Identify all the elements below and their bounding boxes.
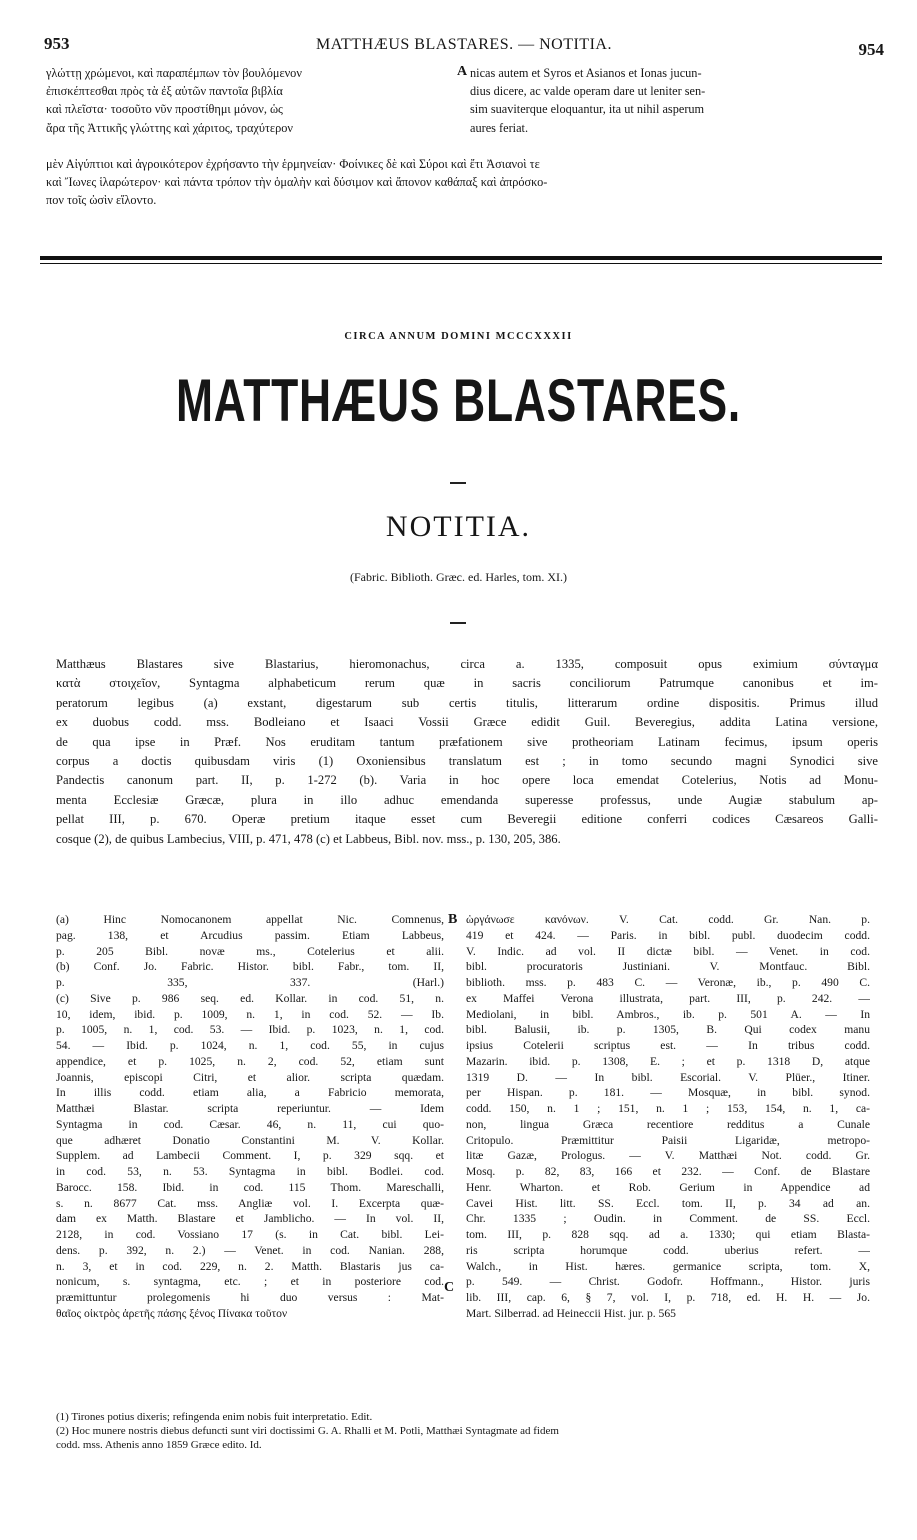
top-greek-full-width xyxy=(46,155,884,210)
footnote-line: tom. III, p. 828 sqq. ad a. 1330; qui etiam Blasta- xyxy=(466,1228,870,1241)
footnote-line: non, lingua Græca recentiore redditus a Cunale xyxy=(466,1117,870,1131)
circa-date: CIRCA ANNUM DOMINI MCCCXXXII xyxy=(344,331,573,342)
text-line: aures feriat. xyxy=(470,120,529,135)
text-line: sim suaviterque eloquantur, ita ut nihil asperum xyxy=(470,102,705,117)
footnote-line: bibl. Balusii, ib. p. 1305, B. Qui codex manu xyxy=(466,1023,870,1037)
footnote-line: Chr. 1335 ; Oudin. in Comment. de SS. Eccl. xyxy=(466,1212,870,1226)
text-line: dius dicere, ac valde operam dare ut leniter sen- xyxy=(470,84,706,99)
footnote-line: dam ex Matth. Blastare et Jamblicho. — In vol. II, xyxy=(56,1212,444,1226)
footnote-line: V. Indic. ad vol. II dictæ bibl. — Venet. in cod. xyxy=(466,944,870,958)
footnote-line: p. 549. — Christ. Godofr. Hoffmann., Histor. juris xyxy=(466,1275,870,1289)
main-paragraph xyxy=(56,655,878,849)
text-line: γλώττῃ χρώμενοι, καὶ παραπέμπων τὸν βουλόμενον xyxy=(46,66,302,80)
footnote-line: Mart. Silberrad. ad Heineccii Hist. jur. p. 565 xyxy=(466,1306,676,1320)
footnote-line: nonicum, s. syntagma, etc. ; et in posteriore cod. xyxy=(56,1275,444,1289)
paragraph-line: κατὰ στοιχεῖον, Syntagma alphabeticum rerum quæ in sacris conciliorum Patrumque canonibus et im- xyxy=(56,676,878,691)
footnote-line: 419 et 424. — Paris. in bibl. publ. duodecim codd. xyxy=(466,928,870,942)
footnote-line: θαῖος οἰκτρὸς ἀρετῆς πάσης ξένος Πίνακα τοῦτον xyxy=(56,1306,288,1320)
margin-marker-a: A xyxy=(457,64,468,79)
footnote-line: Cavei Hist. litt. SS. Eccl. tom. II, p. 34 ad an. xyxy=(466,1196,870,1210)
paragraph-line: pellat III, p. 670. Operæ pretium itaque esset cum Beveregii editione conferri codices Cæsareos Galli- xyxy=(56,812,878,827)
footnote-line: per Hispan. p. 181. — Mosquæ, in bibl. synod. xyxy=(466,1086,870,1100)
footnote-line: s. n. 8677 Cat. mss. Angliæ vol. I. Excerpta quæ- xyxy=(56,1196,444,1210)
paragraph-line: Matthæus Blastares sive Blastarius, hieromonachus, circa a. 1335, composuit opus eximium σύνταγμα xyxy=(56,657,878,671)
footnote-line: 10, idem, ibid. p. 1009, n. 1, in cod. 52. — Ib. xyxy=(56,1007,444,1021)
footnotes-right-column xyxy=(466,912,870,1322)
footnote-line: In illis codd. etiam alia, a Fabricio memorata, xyxy=(56,1086,444,1100)
footnote-line: dens. p. 392, n. 2.) — Venet. in cod. Nanian. 288, xyxy=(56,1243,444,1257)
footnote-line: n. 3, et in cod. 229, n. 2. Matth. Blastaris jus ca- xyxy=(56,1259,444,1273)
text-line: nicas autem et Syros et Asianos et Ionas jucun- xyxy=(470,66,702,80)
footnote-line: Critopulo. Præmittitur Paisii Ligaridæ, metropo- xyxy=(466,1133,870,1147)
section-divider-thin xyxy=(40,263,882,264)
paragraph-line: cosque (2), de quibus Lambecius, VIII, p. 471, 478 (c) et Labbeus, Bibl. nov. mss., p. 130, 205, 386. xyxy=(56,831,561,846)
running-title: MATTHÆUS BLASTARES. — NOTITIA. xyxy=(316,36,612,53)
footnote-line: bibl. procuratoris Justiniani. V. Montfauc. Bibl. xyxy=(466,960,870,974)
citation-dash xyxy=(450,622,466,624)
text-line: μὲν Αἰγύπτιοι καὶ ἀγροικότερον ἐχρήσαντο τὴν ἑρμηνείαν· Φοίνικες δὲ καὶ Σύροι καὶ ἔτι Ἀσιανοὶ τε xyxy=(46,157,540,171)
footnote-line: appendice, et p. 1025, n. 2, cod. 52, etiam sunt xyxy=(56,1054,444,1068)
footnote-line: p. 205 Bibl. novæ ms., Cotelerius et alii. xyxy=(56,944,444,958)
footnote-line: Joannis, episcopi Citri, et alior. scripta quædam. xyxy=(56,1070,444,1084)
margin-marker-c: C xyxy=(444,1280,455,1295)
top-greek-column xyxy=(46,64,456,137)
footnote-line: Mazarin. ibid. p. 1308, E. ; et p. 1318 D, atque xyxy=(466,1054,870,1068)
footnote-line: biblioth. mss. p. 483 C. — Veronæ, ib., p. 490 C. xyxy=(466,976,870,989)
text-line: καὶ Ἴωνες ἱλαρώτερον· καὶ πάντα τρόπον τὴν ὁμαλὴν καὶ δύσιμον καὶ ἄπονον καθάπαξ καὶ ἀπρόσκο- xyxy=(46,175,548,190)
footnote-line: codd. mss. Athenis anno 1859 Græce edito. Id. xyxy=(56,1439,262,1451)
footnote-line: (c) Sive p. 986 seq. ed. Kollar. in cod. 51, n. xyxy=(56,991,444,1005)
footnote-line: (b) Conf. Jo. Fabric. Histor. bibl. Fabr., tom. II, xyxy=(56,960,444,974)
footnote-line: litæ Gazæ, Prologus. — V. Matthæi Not. codd. Gr. xyxy=(466,1149,870,1163)
footnote-line: 2128, in cod. Vossiano 17 (s. in Cat. bibl. Lei- xyxy=(56,1228,444,1241)
footnote-line: Mosq. p. 82, 83, 166 et 232. — Conf. de Blastare xyxy=(466,1165,870,1178)
footnote-line: 1319 D. — In bibl. Escorial. V. Plüer., Itiner. xyxy=(466,1070,870,1084)
paragraph-line: peratorum legibus (a) exstant, digestarum sub certis titulis, litterarum ordine dispositis. Primus illud xyxy=(56,695,878,710)
footnote-line: ex Maffei Verona illustrata, part. III, p. 242. — xyxy=(466,991,870,1005)
footnote-line: que adhæret Donatio Constantini M. V. Kollar. xyxy=(56,1133,444,1147)
paragraph-line: ex duobus codd. mss. Bodleiano et Isaaci Vossii Græce edidit Guil. Beveregius, addita Latina versione, xyxy=(56,715,878,730)
top-latin-column xyxy=(470,64,884,137)
text-line: ἐπισκέπτεσθαι πρὸς τὰ ἐξ αὐτῶν παντοῖα βιβλία xyxy=(46,84,283,99)
page-number-left: 953 xyxy=(44,34,70,53)
page-header xyxy=(44,34,884,59)
section-divider-thick xyxy=(40,256,882,260)
text-line: πον τοῖς ὠσὶν εἵλοντο. xyxy=(46,193,157,208)
paragraph-line: de qua ipse in Præf. Nos eruditam tantum præfationem sive protheoriam Latinam fecimus, ipsum operis xyxy=(56,734,878,749)
paragraph-line: Pandectis canonum part. II, p. 1-272 (b). Varia in hoc opere loca emendat Cotelerius, Notis ad Monu- xyxy=(56,773,878,788)
text-line: ἄρα τῆς Ἀττικῆς γλώττης καὶ χάριτος, τραχύτερον xyxy=(46,120,293,135)
footnote-line: Walch., in Hist. hæres. germanice scripta, tom. X, xyxy=(466,1259,870,1273)
paragraph-line: menta Ecclesiæ Græcæ, plura in illo adhuc emendanda superesse professus, unde Augiæ stabulum ap- xyxy=(56,792,878,807)
footnote-line: Matthæi Blastar. scripta reperiuntur. — Idem xyxy=(56,1102,444,1115)
page-number-right: 954 xyxy=(858,40,884,59)
footnote-line: codd. 150, n. 1 ; 151, n. 1 ; 153, 154, n. 1, ca- xyxy=(466,1102,870,1115)
main-title: MATTHÆUS BLASTARES. xyxy=(176,367,741,434)
footnote-line: p. 1005, n. 1, cod. 53. — Ibid. p. 1023, n. 1, cod. xyxy=(56,1023,444,1037)
footnote-line: ὠργάνωσε κανόνων. V. Cat. codd. Gr. Nan. p. xyxy=(466,913,870,926)
bottom-footnotes xyxy=(56,1410,870,1452)
paragraph-line: corpus a doctis quibusdam viris (1) Oxoniensibus translatum est ; in tomo secundo magni Synodici sive xyxy=(56,754,878,769)
footnote-line: Henr. Wharton. et Rob. Gerium in Appendice ad xyxy=(466,1180,870,1194)
section-heading: NOTITIA. xyxy=(385,510,532,543)
footnote-line: 54. — Ibid. p. 1024, n. 1, cod. 55, in cujus xyxy=(56,1039,444,1052)
margin-marker-b: B xyxy=(448,912,458,927)
footnotes-left-column xyxy=(56,912,444,1322)
footnote-line: præmittuntur prolegomenis hi duo versus : Mat- xyxy=(56,1291,444,1304)
footnote-line: ipsius Cotelerii scriptus est. — In tribus codd. xyxy=(466,1039,870,1052)
footnote-line: ris scripta horumque codd. uberius refert. — xyxy=(466,1243,870,1257)
footnote-line: (a) Hinc Nomocanonem appellat Nic. Comnenus, xyxy=(56,913,444,926)
footnote-line: Syntagma in cod. Cæsar. 46, n. 11, cui quo- xyxy=(56,1117,444,1131)
footnote-line: Barocc. 158. Ibid. in cod. 115 Thom. Mareschalli, xyxy=(56,1180,444,1194)
text-line: καὶ πλεῖστα· τοσοῦτο νῦν προστίθημι μόνον, ὡς xyxy=(46,102,283,117)
title-dash xyxy=(450,482,466,484)
footnote-line: p. 335, 337. (Harl.) xyxy=(56,976,444,989)
footnote-line: (1) Tirones potius dixeris; refingenda enim nobis fuit interpretatio. Edit. xyxy=(56,1411,373,1423)
footnote-line: (2) Hoc munere nostris diebus defuncti sunt viri doctissimi G. A. Rhalli et M. Potli, Matthæi Syntagmate ad fidem xyxy=(56,1425,559,1437)
footnote-line: in cod. 53, n. 53. Syntagma in bibl. Bodlei. cod. xyxy=(56,1165,444,1178)
footnote-line: lib. III, cap. 6, § 7, vol. I, p. 718, ed. H. H. — Jo. xyxy=(466,1291,870,1304)
footnote-line: pag. 138, et Arcudius passim. Etiam Labbeus, xyxy=(56,928,444,942)
footnote-line: Mediolani, in bibl. Ambros., ib. p. 501 A. — In xyxy=(466,1007,870,1021)
footnote-line: Supplem. ad Lambecii Comment. I, p. 329 sqq. et xyxy=(56,1149,444,1163)
source-citation: (Fabric. Biblioth. Græc. ed. Harles, tom. XI.) xyxy=(350,570,567,584)
